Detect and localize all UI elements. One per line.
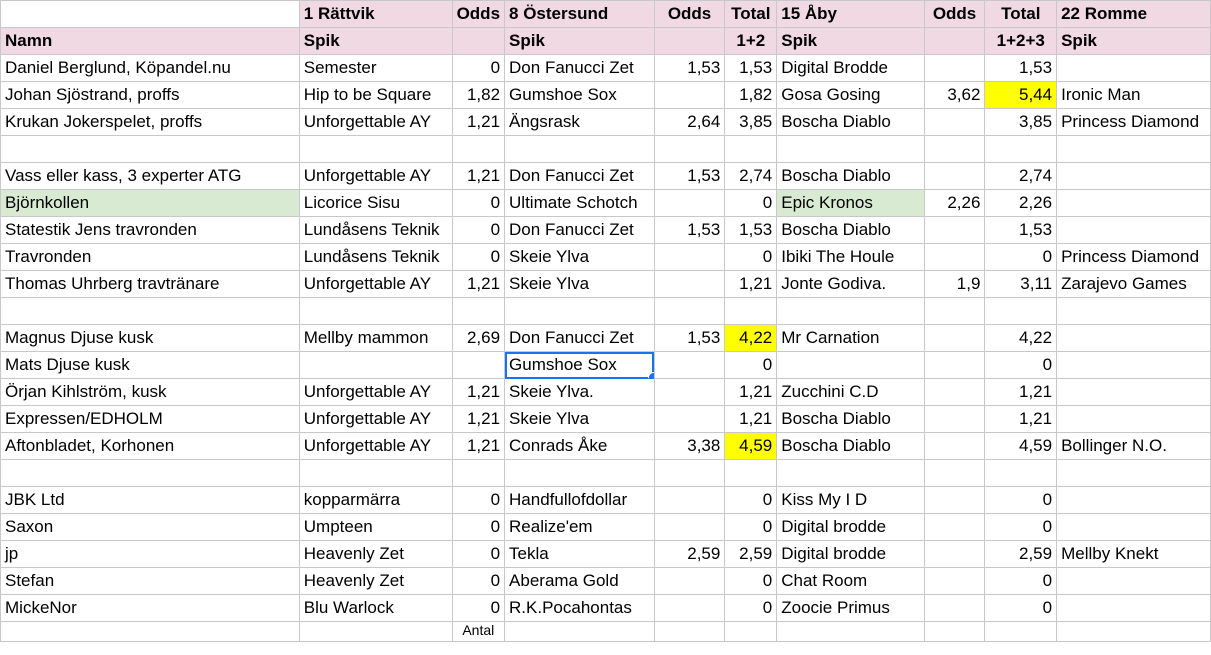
cell-ostersund-odds[interactable]: 1,53 (654, 55, 725, 82)
cell-total-1-2-3[interactable]: 3,11 (985, 271, 1057, 298)
cell-romme-spik[interactable] (1057, 163, 1211, 190)
cell-aby-odds[interactable]: Odds (924, 1, 985, 28)
cell-total-1-2[interactable]: 2,59 (725, 541, 777, 568)
cell-rattvik-odds[interactable]: 1,21 (452, 379, 504, 406)
cell-aby-odds[interactable]: 3,62 (924, 82, 985, 109)
cell-rattvik-odds[interactable]: 0 (452, 595, 504, 622)
cell-rattvik-odds[interactable]: 0 (452, 217, 504, 244)
cell-rattvik-spik[interactable]: Unforgettable AY (299, 109, 452, 136)
cell-total-1-2[interactable] (725, 136, 777, 163)
cell-rattvik-odds[interactable]: 0 (452, 55, 504, 82)
cell-rattvik-spik[interactable] (299, 298, 452, 325)
cell-ostersund-odds[interactable] (654, 460, 725, 487)
cell-total-1-2[interactable]: 1+2 (725, 28, 777, 55)
cell-ostersund-spik[interactable]: Skeie Ylva (505, 271, 655, 298)
cell-ostersund-spik[interactable]: Don Fanucci Zet (505, 217, 655, 244)
cell-aby-spik[interactable]: Chat Room (777, 568, 924, 595)
cell-name[interactable]: Saxon (1, 514, 300, 541)
cell-ostersund-spik[interactable]: Spik (505, 28, 655, 55)
cell-aby-spik[interactable]: Boscha Diablo (777, 109, 924, 136)
cell-total-1-2-3[interactable] (985, 622, 1057, 642)
cell-total-1-2[interactable]: 1,82 (725, 82, 777, 109)
cell-name[interactable]: Statestik Jens travronden (1, 217, 300, 244)
cell-aby-spik[interactable] (777, 352, 924, 379)
cell-romme-spik[interactable] (1057, 514, 1211, 541)
cell-romme-spik[interactable]: Mellby Knekt (1057, 541, 1211, 568)
cell-rattvik-spik[interactable] (299, 622, 452, 642)
table-row (1, 514, 1211, 541)
cell-ostersund-odds[interactable] (654, 487, 725, 514)
table-row (1, 109, 1211, 136)
cell-ostersund-spik[interactable] (505, 136, 655, 163)
cell-total-1-2-3[interactable]: 1,53 (985, 217, 1057, 244)
cell-ostersund-spik[interactable]: 8 Östersund (505, 1, 655, 28)
cell-ostersund-spik[interactable]: Skeie Ylva. (505, 379, 655, 406)
cell-ostersund-spik[interactable]: Gumshoe Sox (505, 82, 655, 109)
cell-name[interactable]: Daniel Berglund, Köpandel.nu (1, 55, 300, 82)
cell-aby-spik[interactable]: Epic Kronos (777, 190, 924, 217)
cell-aby-odds[interactable] (924, 406, 985, 433)
cell-total-1-2-3[interactable]: 1,21 (985, 406, 1057, 433)
cell-name[interactable]: Örjan Kihlström, kusk (1, 379, 300, 406)
cell-total-1-2-3[interactable]: 3,85 (985, 109, 1057, 136)
cell-romme-spik[interactable] (1057, 217, 1211, 244)
cell-ostersund-odds[interactable] (654, 298, 725, 325)
cell-rattvik-spik[interactable]: Umpteen (299, 514, 452, 541)
selected-cell[interactable]: Gumshoe Sox (505, 352, 655, 379)
cell-ostersund-odds[interactable] (654, 379, 725, 406)
table-row (1, 379, 1211, 406)
table-row (1, 55, 1211, 82)
cell-rattvik-spik[interactable]: Lundåsens Teknik (299, 244, 452, 271)
cell-name[interactable]: Krukan Jokerspelet, proffs (1, 109, 300, 136)
cell-aby-odds[interactable] (924, 298, 985, 325)
cell-ostersund-odds[interactable] (654, 352, 725, 379)
cell-total-1-2[interactable]: 0 (725, 190, 777, 217)
cell-aby-odds[interactable] (924, 217, 985, 244)
table-row (1, 487, 1211, 514)
cell-ostersund-odds[interactable] (654, 190, 725, 217)
cell-total-1-2-3[interactable]: 0 (985, 595, 1057, 622)
cell-romme-spik[interactable]: Ironic Man (1057, 82, 1211, 109)
cell-aby-spik[interactable]: Boscha Diablo (777, 433, 924, 460)
cell-total-1-2[interactable]: 4,22 (725, 325, 777, 352)
cell-total-1-2[interactable]: Total (725, 1, 777, 28)
cell-aby-odds[interactable] (924, 595, 985, 622)
cell-total-1-2[interactable]: 3,85 (725, 109, 777, 136)
cell-name[interactable]: Magnus Djuse kusk (1, 325, 300, 352)
cell-romme-spik[interactable]: Princess Diamond (1057, 244, 1211, 271)
cell-name[interactable]: Mats Djuse kusk (1, 352, 300, 379)
cell-total-1-2-3[interactable]: 0 (985, 487, 1057, 514)
header-row-columns (1, 28, 1211, 55)
cell-name[interactable] (1, 298, 300, 325)
cell-romme-spik[interactable]: Spik (1057, 28, 1211, 55)
cell-total-1-2[interactable]: 1,21 (725, 406, 777, 433)
cell-aby-odds[interactable] (924, 352, 985, 379)
cell-ostersund-spik[interactable]: Tekla (505, 541, 655, 568)
cell-total-1-2[interactable]: 1,53 (725, 217, 777, 244)
cell-rattvik-spik[interactable]: Unforgettable AY (299, 406, 452, 433)
cell-aby-spik[interactable]: 15 Åby (777, 1, 924, 28)
cell-ostersund-spik[interactable]: Conrads Åke (505, 433, 655, 460)
table-row (1, 298, 1211, 325)
cell-ostersund-spik[interactable] (505, 460, 655, 487)
cell-aby-odds[interactable] (924, 622, 985, 642)
cell-ostersund-spik[interactable]: Handfullofdollar (505, 487, 655, 514)
cell-total-1-2-3[interactable]: 2,74 (985, 163, 1057, 190)
cell-total-1-2-3[interactable]: 0 (985, 244, 1057, 271)
cell-romme-spik[interactable] (1057, 568, 1211, 595)
cell-rattvik-spik[interactable] (299, 136, 452, 163)
cell-ostersund-odds[interactable] (654, 406, 725, 433)
cell-total-1-2[interactable]: 0 (725, 514, 777, 541)
cell-aby-spik[interactable]: Mr Carnation (777, 325, 924, 352)
cell-romme-spik[interactable] (1057, 379, 1211, 406)
cell-rattvik-spik[interactable]: Mellby mammon (299, 325, 452, 352)
table-row (1, 271, 1211, 298)
cell-aby-odds[interactable] (924, 487, 985, 514)
cell-ostersund-odds[interactable] (654, 244, 725, 271)
cell-name[interactable]: Johan Sjöstrand, proffs (1, 82, 300, 109)
cell-rattvik-spik[interactable]: 1 Rättvik (299, 1, 452, 28)
cell-name[interactable] (1, 136, 300, 163)
cell-total-1-2[interactable] (725, 460, 777, 487)
cell-aby-odds[interactable] (924, 568, 985, 595)
cell-aby-odds[interactable] (924, 379, 985, 406)
cell-ostersund-odds[interactable] (654, 622, 725, 642)
table-row (1, 460, 1211, 487)
cell-ostersund-spik[interactable]: Don Fanucci Zet (505, 163, 655, 190)
cell-rattvik-odds[interactable]: Odds (452, 1, 504, 28)
cell-aby-odds[interactable] (924, 109, 985, 136)
cell-romme-spik[interactable] (1057, 325, 1211, 352)
cell-aby-spik[interactable]: Spik (777, 28, 924, 55)
cell-total-1-2[interactable] (725, 622, 777, 642)
table-row (1, 541, 1211, 568)
cell-total-1-2[interactable]: 1,21 (725, 271, 777, 298)
cell-rattvik-spik[interactable]: Unforgettable AY (299, 271, 452, 298)
cell-ostersund-odds[interactable]: 1,53 (654, 163, 725, 190)
cell-aby-spik[interactable]: Boscha Diablo (777, 406, 924, 433)
cell-total-1-2-3[interactable] (985, 460, 1057, 487)
cell-aby-spik[interactable] (777, 460, 924, 487)
cell-ostersund-spik[interactable]: Don Fanucci Zet (505, 325, 655, 352)
table-row (1, 595, 1211, 622)
table-row (1, 163, 1211, 190)
cell-aby-odds[interactable] (924, 163, 985, 190)
cell-aby-spik[interactable]: Zucchini C.D (777, 379, 924, 406)
cell-total-1-2-3[interactable]: 4,22 (985, 325, 1057, 352)
cell-rattvik-spik[interactable]: Unforgettable AY (299, 433, 452, 460)
cell-total-1-2-3[interactable]: 0 (985, 352, 1057, 379)
cell-aby-spik[interactable]: Boscha Diablo (777, 217, 924, 244)
cell-ostersund-odds[interactable]: Odds (654, 1, 725, 28)
cell-ostersund-spik[interactable]: Ultimate Schotch (505, 190, 655, 217)
cell-romme-spik[interactable] (1057, 190, 1211, 217)
cell-rattvik-spik[interactable] (299, 460, 452, 487)
cell-romme-spik[interactable] (1057, 622, 1211, 642)
cell-rattvik-odds[interactable]: 1,21 (452, 109, 504, 136)
cell-total-1-2[interactable]: 0 (725, 568, 777, 595)
cell-romme-spik[interactable] (1057, 136, 1211, 163)
header-row-venues (1, 1, 1211, 28)
cell-ostersund-odds[interactable] (654, 82, 725, 109)
cell-romme-spik[interactable] (1057, 55, 1211, 82)
cell-aby-odds[interactable]: 2,26 (924, 190, 985, 217)
cell-ostersund-spik[interactable] (505, 298, 655, 325)
table-row (1, 433, 1211, 460)
cell-total-1-2[interactable]: 0 (725, 352, 777, 379)
cell-rattvik-odds[interactable]: 1,21 (452, 271, 504, 298)
table-row (1, 568, 1211, 595)
cell-rattvik-spik[interactable] (299, 352, 452, 379)
cell-name[interactable]: JBK Ltd (1, 487, 300, 514)
cell-romme-spik[interactable] (1057, 298, 1211, 325)
cell-ostersund-spik[interactable]: Skeie Ylva (505, 244, 655, 271)
cell-ostersund-odds[interactable]: 1,53 (654, 217, 725, 244)
cell-ostersund-odds[interactable] (654, 595, 725, 622)
cell-total-1-2-3[interactable]: 4,59 (985, 433, 1057, 460)
cell-rattvik-odds[interactable]: 0 (452, 514, 504, 541)
cell-aby-odds[interactable] (924, 460, 985, 487)
cell-rattvik-spik[interactable]: Blu Warlock (299, 595, 452, 622)
cell-rattvik-spik[interactable]: Lundåsens Teknik (299, 217, 452, 244)
cell-ostersund-odds[interactable]: 2,64 (654, 109, 725, 136)
cell-aby-spik[interactable]: Ibiki The Houle (777, 244, 924, 271)
cell-rattvik-odds[interactable]: 2,69 (452, 325, 504, 352)
cell-aby-spik[interactable] (777, 298, 924, 325)
table-row (1, 406, 1211, 433)
cell-aby-odds[interactable] (924, 325, 985, 352)
cell-name[interactable] (1, 622, 300, 642)
table-row (1, 244, 1211, 271)
cell-total-1-2[interactable] (725, 298, 777, 325)
cell-ostersund-spik[interactable]: R.K.Pocahontas (505, 595, 655, 622)
cell-rattvik-spik[interactable]: Heavenly Zet (299, 541, 452, 568)
cell-ostersund-odds[interactable] (654, 514, 725, 541)
cell-total-1-2[interactable]: 2,74 (725, 163, 777, 190)
cell-total-1-2[interactable]: 0 (725, 487, 777, 514)
cell-rattvik-spik[interactable]: Licorice Sisu (299, 190, 452, 217)
cell-aby-odds[interactable] (924, 136, 985, 163)
table-row-partial (1, 622, 1211, 642)
cell-total-1-2-3[interactable]: 1,53 (985, 55, 1057, 82)
cell-ostersund-odds[interactable] (654, 271, 725, 298)
cell-aby-odds[interactable] (924, 55, 985, 82)
cell-rattvik-odds[interactable]: 0 (452, 487, 504, 514)
cell-aby-odds[interactable] (924, 514, 985, 541)
cell-total-1-2-3[interactable]: 2,59 (985, 541, 1057, 568)
cell-total-1-2-3[interactable]: 0 (985, 514, 1057, 541)
cell-aby-spik[interactable] (777, 136, 924, 163)
cell-rattvik-odds[interactable]: 0 (452, 568, 504, 595)
cell-aby-odds[interactable] (924, 541, 985, 568)
table-row (1, 217, 1211, 244)
cell-rattvik-odds[interactable] (452, 28, 504, 55)
cell-aby-spik[interactable]: Digital brodde (777, 541, 924, 568)
cell-rattvik-odds[interactable]: 0 (452, 244, 504, 271)
cell-total-1-2[interactable]: 0 (725, 595, 777, 622)
cell-total-1-2-3[interactable]: 0 (985, 568, 1057, 595)
cell-aby-odds[interactable] (924, 433, 985, 460)
cell-romme-spik[interactable]: Zarajevo Games (1057, 271, 1211, 298)
cell-total-1-2[interactable]: 1,53 (725, 55, 777, 82)
cell-aby-spik[interactable]: Digital brodde (777, 514, 924, 541)
cell-rattvik-spik[interactable]: Semester (299, 55, 452, 82)
table-row (1, 190, 1211, 217)
cell-name[interactable]: Expressen/EDHOLM (1, 406, 300, 433)
cell-rattvik-odds[interactable]: 0 (452, 190, 504, 217)
cell-rattvik-odds[interactable]: 0 (452, 541, 504, 568)
cell-rattvik-odds[interactable]: 1,82 (452, 82, 504, 109)
cell-rattvik-spik[interactable]: kopparmärra (299, 487, 452, 514)
cell-aby-odds[interactable] (924, 244, 985, 271)
cell-ostersund-spik[interactable] (505, 622, 655, 642)
cell-name[interactable]: Travronden (1, 244, 300, 271)
cell-ostersund-spik[interactable]: Aberama Gold (505, 568, 655, 595)
table-row (1, 82, 1211, 109)
cell-aby-spik[interactable]: Boscha Diablo (777, 163, 924, 190)
table-row (1, 325, 1211, 352)
cell-ostersund-odds[interactable] (654, 28, 725, 55)
cell-total-1-2-3[interactable]: 1,21 (985, 379, 1057, 406)
cell-ostersund-spik[interactable]: Skeie Ylva (505, 406, 655, 433)
cell-rattvik-spik[interactable]: Unforgettable AY (299, 163, 452, 190)
cell-romme-spik[interactable] (1057, 595, 1211, 622)
cell-total-1-2-3[interactable]: 2,26 (985, 190, 1057, 217)
cell-name[interactable]: Vass eller kass, 3 experter ATG (1, 163, 300, 190)
cell-rattvik-odds[interactable] (452, 298, 504, 325)
cell-ostersund-spik[interactable]: Realize'em (505, 514, 655, 541)
cell-total-1-2-3[interactable]: 5,44 (985, 82, 1057, 109)
cell-name[interactable]: MickeNor (1, 595, 300, 622)
cell-total-1-2[interactable]: 4,59 (725, 433, 777, 460)
cell-total-1-2[interactable]: 0 (725, 244, 777, 271)
cell-romme-spik[interactable] (1057, 406, 1211, 433)
cell-ostersund-spik[interactable]: Ängsrask (505, 109, 655, 136)
cell-ostersund-spik[interactable]: Don Fanucci Zet (505, 55, 655, 82)
cell-rattvik-odds[interactable]: Antal (452, 622, 504, 642)
cell-name[interactable] (1, 460, 300, 487)
cell-rattvik-odds[interactable] (452, 352, 504, 379)
cell-rattvik-spik[interactable]: Unforgettable AY (299, 379, 452, 406)
cell-rattvik-odds[interactable]: 1,21 (452, 163, 504, 190)
cell-romme-spik[interactable]: Princess Diamond (1057, 109, 1211, 136)
cell-ostersund-odds[interactable]: 2,59 (654, 541, 725, 568)
cell-aby-spik[interactable]: Digital Brodde (777, 55, 924, 82)
cell-total-1-2-3[interactable]: Total (985, 1, 1057, 28)
table-row (1, 352, 1211, 379)
cell-aby-spik[interactable] (777, 622, 924, 642)
cell-rattvik-odds[interactable]: 1,21 (452, 433, 504, 460)
cell-rattvik-odds[interactable]: 1,21 (452, 406, 504, 433)
cell-romme-spik[interactable] (1057, 460, 1211, 487)
cell-name[interactable]: Björnkollen (1, 190, 300, 217)
cell-name[interactable]: Thomas Uhrberg travtränare (1, 271, 300, 298)
cell-aby-spik[interactable]: Kiss My I D (777, 487, 924, 514)
cell-aby-spik[interactable]: Zoocie Primus (777, 595, 924, 622)
cell-name[interactable]: Stefan (1, 568, 300, 595)
cell-rattvik-odds[interactable] (452, 460, 504, 487)
cell-aby-spik[interactable]: Jonte Godiva. (777, 271, 924, 298)
fill-handle[interactable] (648, 372, 655, 379)
cell-total-1-2[interactable]: 1,21 (725, 379, 777, 406)
cell-total-1-2-3[interactable]: 1+2+3 (985, 28, 1057, 55)
cell-aby-spik[interactable]: Gosa Gosing (777, 82, 924, 109)
cell-name[interactable]: Aftonbladet, Korhonen (1, 433, 300, 460)
cell-rattvik-spik[interactable]: Hip to be Square (299, 82, 452, 109)
cell-aby-odds[interactable]: 1,9 (924, 271, 985, 298)
cell-total-1-2-3[interactable] (985, 136, 1057, 163)
cell-aby-odds[interactable] (924, 28, 985, 55)
cell-rattvik-spik[interactable]: Heavenly Zet (299, 568, 452, 595)
cell-ostersund-odds[interactable] (654, 136, 725, 163)
cell-name[interactable]: Namn (1, 28, 300, 55)
cell-rattvik-spik[interactable]: Spik (299, 28, 452, 55)
cell-rattvik-odds[interactable] (452, 136, 504, 163)
cell-name[interactable]: jp (1, 541, 300, 568)
cell-ostersund-odds[interactable]: 1,53 (654, 325, 725, 352)
cell-total-1-2-3[interactable] (985, 298, 1057, 325)
cell-romme-spik[interactable] (1057, 352, 1211, 379)
table-row (1, 136, 1211, 163)
cell-ostersund-odds[interactable] (654, 568, 725, 595)
cell-romme-spik[interactable]: Bollinger N.O. (1057, 433, 1211, 460)
cell-romme-spik[interactable] (1057, 487, 1211, 514)
cell-name[interactable] (1, 1, 300, 28)
cell-ostersund-odds[interactable]: 3,38 (654, 433, 725, 460)
cell-romme-spik[interactable]: 22 Romme (1057, 1, 1211, 28)
